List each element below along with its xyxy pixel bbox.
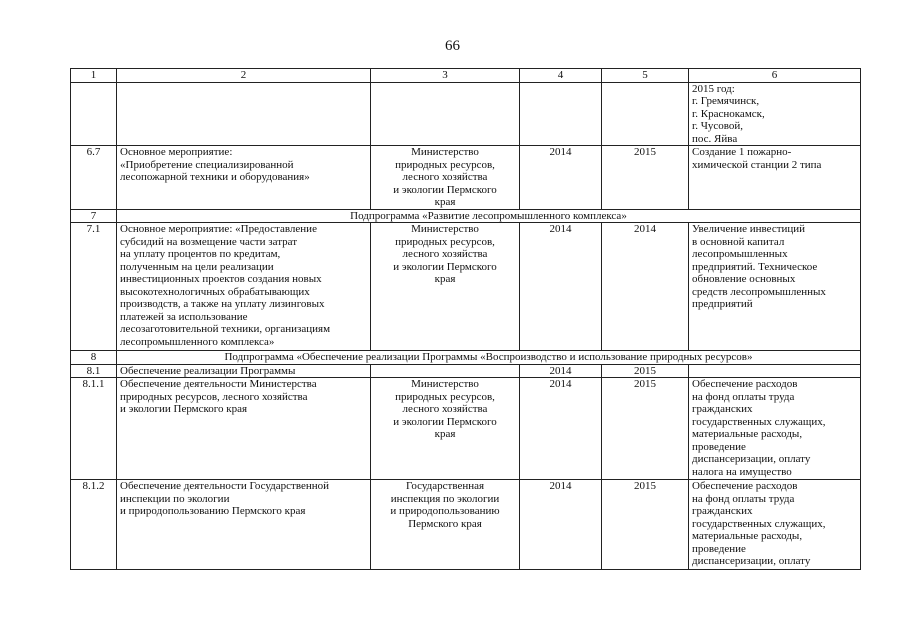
row-number: 8.1 xyxy=(71,364,117,378)
end-year: 2015 xyxy=(602,378,689,480)
executor xyxy=(371,82,520,146)
end-year: 2014 xyxy=(602,223,689,351)
start-year: 2014 xyxy=(520,480,602,570)
subprogram-row xyxy=(71,209,861,223)
expected-result: Увеличение инвестиций в основной капитал лесопромышленных предприятий. Техническое обновление основных средств лесопромышленных предприятий xyxy=(689,223,861,351)
end-year xyxy=(602,82,689,146)
row-number: 8 xyxy=(71,351,117,365)
start-year: 2014 xyxy=(520,364,602,378)
subprogram-title: Подпрограмма «Обеспечение реализации Программы «Воспроизводство и использование природных ресурсов» xyxy=(117,351,861,365)
activity-name xyxy=(117,82,371,146)
subprogram-title: Подпрограмма «Развитие лесопромышленного комплекса» xyxy=(117,209,861,223)
program-table xyxy=(70,68,861,570)
row-number: 7.1 xyxy=(71,223,117,351)
subprogram-row xyxy=(71,351,861,365)
header-cell: 1 xyxy=(71,69,117,83)
table-row xyxy=(71,378,861,480)
table-row xyxy=(71,223,861,351)
row-number: 8.1.2 xyxy=(71,480,117,570)
executor: Министерство природных ресурсов, лесного хозяйства и экологии Пермского края xyxy=(371,378,520,480)
start-year: 2014 xyxy=(520,378,602,480)
expected-result: 2015 год: г. Гремячинск, г. Краснокамск, г. Чусовой, пос. Яйва xyxy=(689,82,861,146)
table-row xyxy=(71,82,861,146)
end-year: 2015 xyxy=(602,480,689,570)
header-cell: 6 xyxy=(689,69,861,83)
start-year: 2014 xyxy=(520,223,602,351)
activity-name: Обеспечение реализации Программы xyxy=(117,364,371,378)
executor: Министерство природных ресурсов, лесного хозяйства и экологии Пермского края xyxy=(371,146,520,210)
page-number: 66 xyxy=(445,38,460,54)
executor xyxy=(371,364,520,378)
header-cell: 5 xyxy=(602,69,689,83)
row-number: 8.1.1 xyxy=(71,378,117,480)
header-cell: 4 xyxy=(520,69,602,83)
expected-result xyxy=(689,364,861,378)
expected-result: Обеспечение расходов на фонд оплаты труда гражданских государственных служащих, материальные расходы, проведение диспансеризации, оплату налога на имущество xyxy=(689,378,861,480)
end-year: 2015 xyxy=(602,146,689,210)
header-cell: 3 xyxy=(371,69,520,83)
executor: Министерство природных ресурсов, лесного хозяйства и экологии Пермского края xyxy=(371,223,520,351)
executor: Государственная инспекция по экологии и природопользованию Пермского края xyxy=(371,480,520,570)
activity-name: Основное мероприятие: «Приобретение специализированной лесопожарной техники и оборудования» xyxy=(117,146,371,210)
row-number xyxy=(71,82,117,146)
expected-result: Создание 1 пожарно- химической станции 2 типа xyxy=(689,146,861,210)
table-row xyxy=(71,146,861,210)
row-number: 7 xyxy=(71,209,117,223)
start-year: 2014 xyxy=(520,146,602,210)
header-cell: 2 xyxy=(117,69,371,83)
activity-name: Обеспечение деятельности Государственной инспекции по экологии и природопользованию Пермского края xyxy=(117,480,371,570)
activity-name: Обеспечение деятельности Министерства природных ресурсов, лесного хозяйства и экологии Пермского края xyxy=(117,378,371,480)
table-header-row xyxy=(71,69,861,83)
table-row xyxy=(71,480,861,570)
expected-result: Обеспечение расходов на фонд оплаты труда гражданских государственных служащих, материальные расходы, проведение диспансеризации, оплату xyxy=(689,480,861,570)
end-year: 2015 xyxy=(602,364,689,378)
table-row xyxy=(71,364,861,378)
activity-name: Основное мероприятие: «Предоставление субсидий на возмещение части затрат на уплату процентов по кредитам, полученным на цели реализации инвестиционных проектов создания новых высокотехнологичных обрабатывающих производств, а также на уплату лизинговых платежей за использование лесозаготовительной техники, организациям лесопромышленного комплекса» xyxy=(117,223,371,351)
row-number: 6.7 xyxy=(71,146,117,210)
start-year xyxy=(520,82,602,146)
